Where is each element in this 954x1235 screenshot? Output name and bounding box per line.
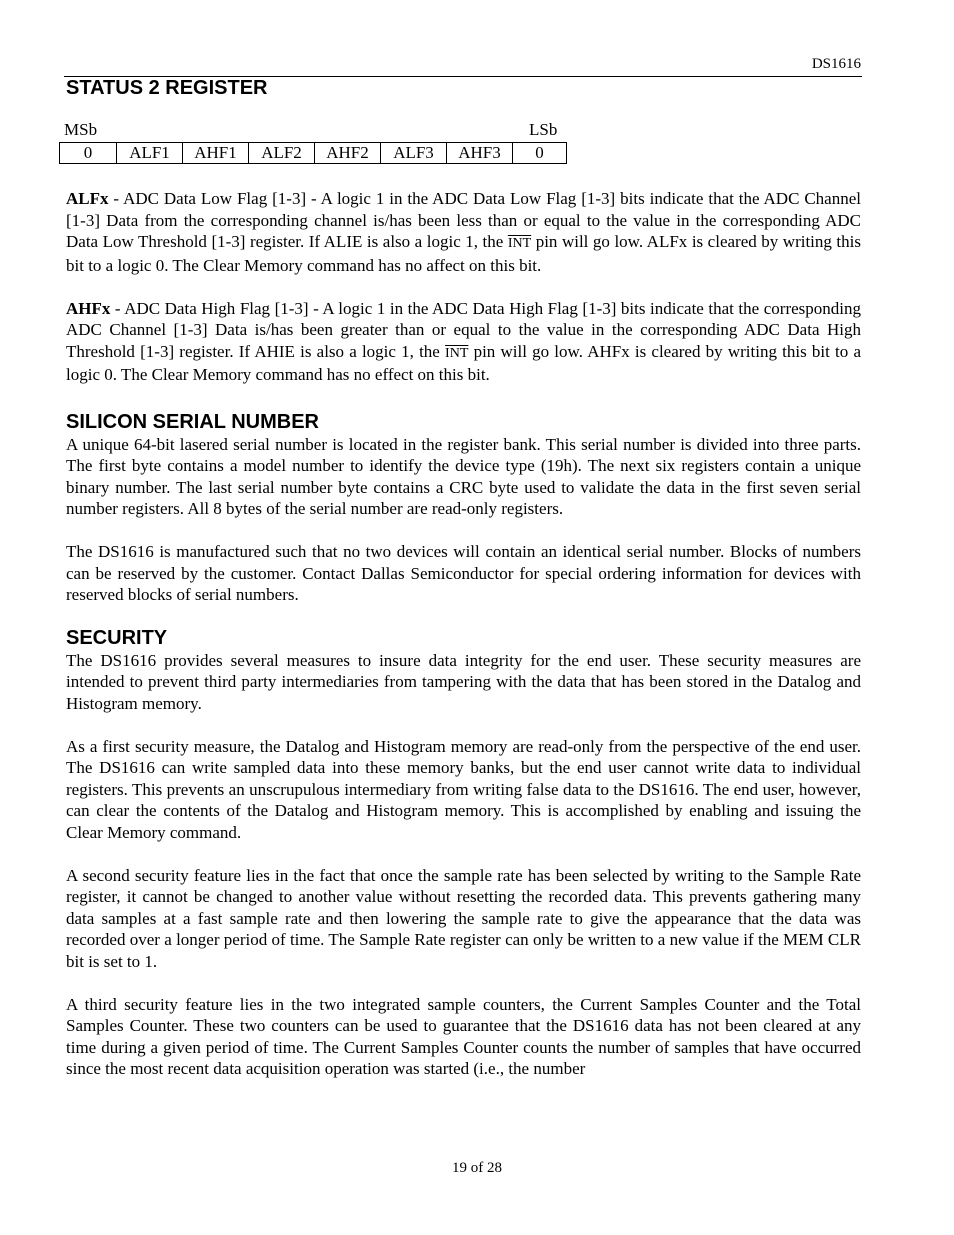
status2-heading: STATUS 2 REGISTER (66, 77, 268, 99)
alfx-description: ALFx - ADC Data Low Flag [1-3] - A logic 1 in the ADC Data Low Flag [1-3] bits indicate that the ADC Channel [1-3] Data from the corresponding channel is/has been less than or equal to the value in the corresponding ADC Data Low Threshold [1-3] register. If ALIE is also a logic 1, the $\overline{INT}$ pin will go low. ALFx is cleared by writing this bit to a logic 0. The Clear Memory command has no affect on this bit. (66, 189, 861, 275)
security-heading: SECURITY (66, 626, 168, 649)
register-bit-1: AHF3 (447, 143, 513, 164)
register-bit-4: ALF2 (249, 143, 315, 164)
bit-order-labels (66, 120, 861, 142)
document-id: DS1616 (811, 56, 861, 72)
register-bit-0: 0 (513, 143, 567, 164)
security-paragraph-3: A second security feature lies in the fact that once the sample rate has been selected by writing to the Sample Rate register, it cannot be changed to another value without resetting the recorded data. This prevents gathering many data samples at a fast sample rate and then lowering the sample rate to give the appearance that the data was recorded over a longer period of time. The Sample Rate register can only be written to a new value if the MEM CLR bit is set to 1. (66, 865, 861, 971)
serial-paragraph-1: A unique 64-bit lasered serial number is located in the register bank. This serial number is divided into three parts. The first byte contains a model number to identify the device type (19h). The next six registers contain a unique binary number. The last serial number byte contains a CRC byte used to validate the data in the first seven serial number registers. All 8 bytes of the serial number are read-only registers. (66, 434, 861, 518)
ahfx-description: AHFx - ADC Data High Flag [1-3] - A logic 1 in the ADC Data High Flag [1-3] bits indicate that the corresponding ADC Channel [1-3] Data is/has been greater than or equal to the value in the corresponding ADC Data High Threshold [1-3] register. If AHIE is also a logic 1, the $\overline{INT}$ pin will go low. AHFx is cleared by writing this bit to a logic 0. The Clear Memory command has no effect on this bit. (66, 298, 861, 384)
lsb-label: LSb (529, 120, 558, 139)
int-pin-label: $\overline{INT}$ (507, 236, 532, 251)
register-bit-7: 0 (60, 143, 117, 164)
security-paragraph-1: The DS1616 provides several measures to insure data integrity for the end user. These security measures are intended to prevent third party intermediaries from tampering with the data that has been stored in the Datalog and Histogram memory. (66, 650, 861, 713)
register-bit-2: ALF3 (381, 143, 447, 164)
ahfx-term: AHFx (66, 298, 111, 318)
alfx-term: ALFx (66, 189, 109, 208)
register-bits-row (60, 143, 567, 164)
int-pin-label: $\overline{INT}$ (445, 345, 469, 361)
page-content (66, 76, 861, 1080)
serial-number-heading: SILICON SERIAL NUMBER (66, 410, 319, 433)
register-bit-5: AHF1 (183, 143, 249, 164)
status2-register-table (59, 142, 567, 164)
msb-label: MSb (64, 120, 98, 139)
register-bit-6: ALF1 (117, 143, 183, 164)
security-paragraph-4: A third security feature lies in the two integrated sample counters, the Current Samples Counter and the Total Samples Counter. These two counters can be used to guarantee that the DS1616 data has not been cleared at any time during a given period of time. The Current Samples Counter counts the number of samples that have occurred since the most recent data acquisition operation was started (i.e., the number (66, 994, 861, 1078)
serial-paragraph-2: The DS1616 is manufactured such that no two devices will contain an identical serial number. Blocks of numbers can be reserved by the customer. Contact Dallas Semiconductor for special ordering information for devices with reserved blocks of serial numbers. (66, 542, 861, 604)
page-number: 19 of 28 (452, 1160, 502, 1176)
register-bit-3: AHF2 (315, 143, 381, 164)
security-paragraph-2: As a first security measure, the Datalog and Histogram memory are read-only from the perspective of the end user. The DS1616 can write sampled data into these memory banks, but the end user cannot write data to individual registers. This prevents an unscrupulous intermediary from writing false data to the DS1616. The end user, however, can clear the contents of the Datalog and Histogram memory. This is accomplished by enabling and issuing the Clear Memory command. (66, 736, 861, 842)
